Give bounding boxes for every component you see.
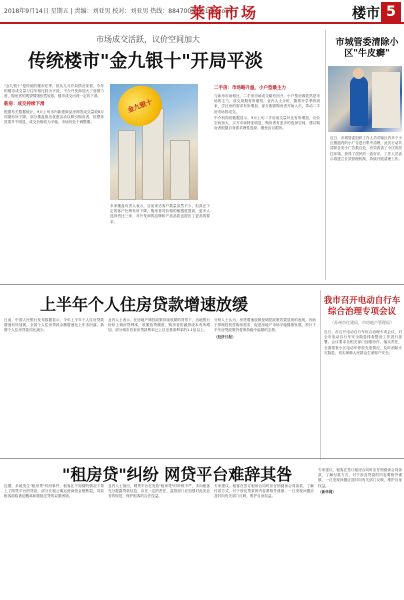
story2-column-2 xyxy=(108,318,210,456)
story2-column-1 xyxy=(4,318,104,456)
story1-col1-text: "金九银十"是传统的楼市旺季，但从九月开局情况来看，今年的楼市成交量与往年相比较为平淡，不少开发商加大了营销力度，购房者的观望情绪依然较浓，楼市成交出现一定的下滑。 xyxy=(4,84,104,99)
story3-byline: （新华网） xyxy=(318,489,336,494)
sidebar2-title: 我市召开电动自行车综合治理专项会议 xyxy=(323,296,401,317)
story2-byline: （经济日报） xyxy=(214,334,236,339)
story1-subhead-resale: 二手房：市场略升温，小户型最主力 xyxy=(214,86,286,91)
story1-column-2 xyxy=(110,204,210,280)
story3-column-2 xyxy=(108,484,210,598)
story1-headline: 传统楼市"金九银十"开局平淡 xyxy=(28,51,263,72)
page-number: 5 xyxy=(381,2,401,22)
sidebar2-subtitle: （苏州市住建局，市房地产管理局） xyxy=(330,320,394,325)
sidebar1-title: 市城管委清除小区"牛皮癣" xyxy=(335,38,399,59)
story1-col2-text: 多家楼盘负责人表示，目前来访客户数量虽然不少，但真正下定的客户比例有所下降，购房者对价格的敏感度提高，更多人选择货比三家，对开发商的品牌和产品品质也提出了更高的要求。 xyxy=(110,204,210,224)
sidebar1-body xyxy=(330,136,402,276)
story2-col3-text: 分析人士认为，房贷增速放缓是调控政策效果显现的表现，有助于抑制投机性购房需求，促进房地产市场平稳健康发展，预计下半年房贷政策仍将保持稳中偏紧的态势。 xyxy=(214,318,316,333)
story3-col1-text: 近期，多地发生"租房贷"纠纷事件，租客在不知情的情况下背上了网贷平台的贷款，部分长租公寓运营商资金链断裂，导致租客面临被迫搬离和继续还贷的双重困境。 xyxy=(4,484,104,499)
sidebar2-body xyxy=(324,330,402,456)
story2-col2-text: 业内人士表示，在房地产调控政策持续收紧的背景下，各地银行纷纷上调房贷利率，收紧放贷额度，购房者的融资成本有所增加，部分城市首套房贷款利率已上浮至基准利率的1.1倍以上。 xyxy=(108,318,210,333)
story3-column-1 xyxy=(4,484,104,598)
story3-headline: "租房贷"纠纷 网贷平台难辞其咎 xyxy=(62,465,293,484)
page-header xyxy=(0,0,404,24)
section-title: 楼市 xyxy=(352,6,380,22)
gold-badge: 金九银十 xyxy=(112,80,167,133)
newspaper-logo: 莱商市场 xyxy=(190,4,259,22)
story1-col4-text: 中介机构的数据显示，9月上旬二手房成交量环比有所增加，议价空间加大，买方市场特征明显，购房者有更多的选择空间，建议购房者根据自身需求理性选择，避免盲目跟风。 xyxy=(214,115,320,131)
sidebar1-text: 近日，市城管委组织工作人员对辖区内多个小区楼道内的小广告进行集中清理，此次行动共清除各类小广告数百处，有效改善了小区的居住环境，获得了居民的一致好评，工作人员表示将建立长效管理机制，持续开展清理工作。 xyxy=(330,136,402,161)
story1-col1b-text: 根据有关数据统计，9月上旬市内新建商品房网签成交量较8月同期有所下降，部分楼盘推出优惠活动以吸引购房者，但整体效果并不明显，成交价格较为平稳，市场仍处于调整期。 xyxy=(4,109,104,125)
story3-col2-text: 业内人士指出，网贷平台在发放"租房贷"时审核不严，未向租客充分披露贷款信息，存在一定的责任，监管部门应加强对此类业务的规范，保护租客的合法权益。 xyxy=(108,484,210,499)
story3-column-4 xyxy=(318,468,402,598)
story1-subhead-new-homes: 新房：成交持续下滑 xyxy=(4,101,45,107)
cleanup-photo xyxy=(328,66,402,132)
story1-column-1 xyxy=(4,84,104,280)
story2-col1-text: 日前，中国人民银行发布数据显示，今年上半年个人住房贷款增速有所放缓，全国个人住房贷款余额增速比上年末回落，新增个人住房贷款同比减少。 xyxy=(4,318,104,333)
story1-col3-text: 与新房市场相比，二手房市场成交略有回升，小户型房源依然是市场的主力，成交周期有所缩短。业内人士分析，随着开学季的到来，学区房的需求有所增加，部分刚需购房者开始入市，带动二手房市场的成交。 xyxy=(214,94,320,114)
story2-column-3 xyxy=(214,318,316,456)
story3-col3-cont: 专家建议，租客在签订租房合同时应仔细阅读合同条款，了解付款方式，对于涉及贷款的内容要格外谨慎，一旦发现问题应及时向有关部门反映，维护自身权益。 xyxy=(318,468,402,488)
section-divider-1 xyxy=(0,284,404,285)
issue-date: 2018年9月14日 星期五 | 责编：刘亚男 校对：刘亚男 热线：88470000@163.com xyxy=(4,8,231,15)
story1-column-3 xyxy=(214,84,320,280)
story3-column-3 xyxy=(214,484,314,598)
story2-headline: 上半年个人住房贷款增速放缓 xyxy=(40,295,249,314)
story1-kicker: 市场成交活跃，议价空间加大 xyxy=(96,35,200,44)
section-divider-2 xyxy=(0,458,404,459)
sidebar2-text: 近日，市召开电动自行车综合治理专项会议，对全市电动自行车安全隐患排查整治工作进行部署。会议要求各相关部门加强协作，落实责任，全面排查小区电动车停放充电情况，及时消除火灾隐患，切实保障人民群众生命财产安全。 xyxy=(324,330,402,355)
story3-col3-text: 专家建议，租客在签订租房合同时应仔细阅读合同条款，了解付款方式，对于涉及贷款的内容要格外谨慎，一旦发现问题应及时向有关部门反映，维护自身权益。 xyxy=(214,484,314,499)
